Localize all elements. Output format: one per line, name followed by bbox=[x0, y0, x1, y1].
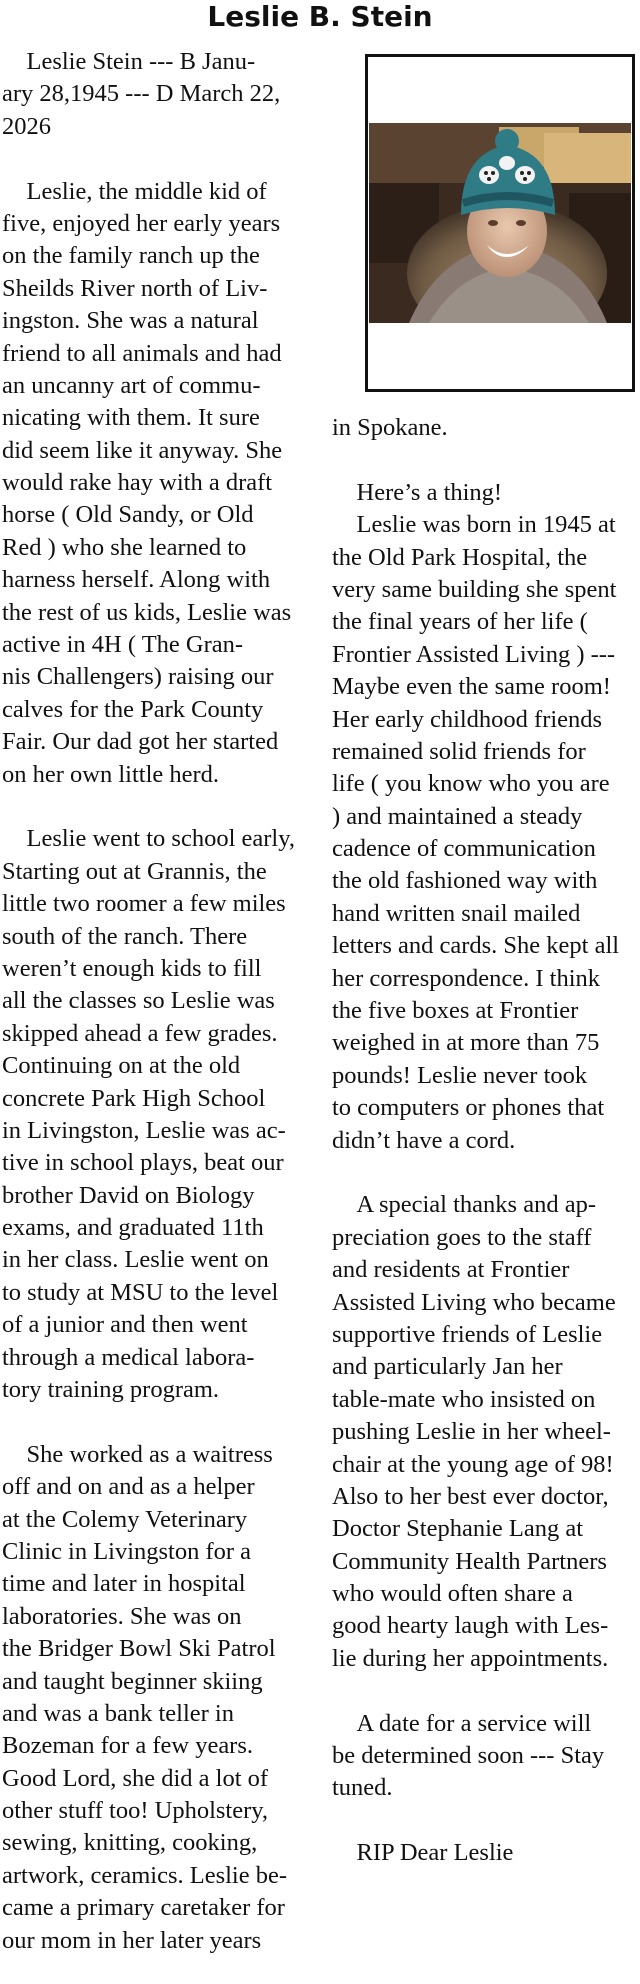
body-text-line: friend to all animals and had bbox=[2, 339, 282, 367]
body-text-line: 2026 bbox=[2, 112, 51, 140]
body-text-line: remained solid friends for bbox=[332, 737, 586, 765]
obituary-column-right bbox=[332, 412, 640, 1870]
body-text-line: Also to her best ever doctor, bbox=[332, 1482, 609, 1510]
body-text-line: the Old Park Hospital, the bbox=[332, 543, 588, 571]
body-text-line: preciation goes to the staff bbox=[332, 1223, 592, 1251]
body-text-line: the rest of us kids, Leslie was bbox=[2, 598, 292, 626]
body-text-line: Here’s a thing! bbox=[332, 478, 503, 506]
body-text-line: all the classes so Leslie was bbox=[2, 987, 275, 1015]
body-text-line: tuned. bbox=[332, 1774, 393, 1802]
body-text-line: to computers or phones that bbox=[332, 1094, 605, 1122]
paragraph-break bbox=[332, 1805, 640, 1837]
body-text-line: nis Challengers) raising our bbox=[2, 663, 274, 691]
body-text-line: concrete Park High School bbox=[2, 1084, 266, 1112]
body-text-line: letters and cards. She kept all bbox=[332, 932, 620, 960]
body-text-line: Good Lord, she did a lot of bbox=[2, 1764, 269, 1792]
body-text-line: cadence of communication bbox=[332, 835, 596, 863]
body-text-line: brother David on Biology bbox=[2, 1181, 255, 1209]
body-text-line: tory training program. bbox=[2, 1376, 220, 1404]
body-text-line: who would often share a bbox=[332, 1580, 573, 1608]
body-text-line: Bozeman for a few years. bbox=[2, 1732, 254, 1760]
body-text-line: on the family ranch up the bbox=[2, 242, 260, 270]
body-text-line: pushing Leslie in her wheel- bbox=[332, 1418, 611, 1446]
body-text-line: hand written snail mailed bbox=[332, 899, 581, 927]
body-text-line: horse ( Old Sandy, or Old bbox=[2, 501, 254, 529]
body-text-line: and residents at Frontier bbox=[332, 1256, 570, 1284]
body-text-line: Frontier Assisted Living ) --- bbox=[332, 640, 616, 668]
body-text-line: and particularly Jan her bbox=[332, 1353, 563, 1381]
paragraph-break bbox=[2, 791, 312, 823]
body-text-line: the old fashioned way with bbox=[332, 867, 598, 895]
body-text-line: of a junior and then went bbox=[2, 1311, 248, 1339]
body-text-line: did seem like it anyway. She bbox=[2, 436, 283, 464]
body-text-line: Clinic in Livingston for a bbox=[2, 1537, 252, 1565]
body-text-line: be determined soon --- Stay bbox=[332, 1742, 605, 1770]
body-text-line: life ( you know who you are bbox=[332, 770, 610, 798]
portrait-photo bbox=[369, 123, 631, 323]
body-text-line: time and later in hospital bbox=[2, 1570, 246, 1598]
paragraph-break bbox=[332, 444, 640, 476]
body-text-line: A special thanks and ap- bbox=[332, 1191, 596, 1219]
body-text-line: sewing, knitting, cooking, bbox=[2, 1829, 258, 1857]
body-text-line: nicating with them. It sure bbox=[2, 404, 260, 432]
body-text-line: Doctor Stephanie Lang at bbox=[332, 1515, 584, 1543]
body-text-line: pounds! Leslie never took bbox=[332, 1061, 588, 1089]
body-text-line: her correspondence. I think bbox=[332, 964, 601, 992]
body-text-line: good hearty laugh with Les- bbox=[332, 1612, 609, 1640]
body-text-line: weighed in at more than 75 bbox=[332, 1029, 600, 1057]
body-text-line: Maybe even the same room! bbox=[332, 673, 611, 701]
body-text-line: and taught beginner skiing bbox=[2, 1667, 263, 1695]
body-text-line: ingston. She was a natural bbox=[2, 307, 259, 335]
obituary-title: Leslie B. Stein bbox=[207, 0, 433, 33]
body-text-line: the Bridger Bowl Ski Patrol bbox=[2, 1635, 276, 1663]
body-text-line: would rake hay with a draft bbox=[2, 469, 273, 497]
body-text-line: supportive friends of Leslie bbox=[332, 1320, 603, 1348]
body-text-line: off and on and as a helper bbox=[2, 1473, 255, 1501]
body-text-line: in Spokane. bbox=[332, 414, 448, 441]
body-text-line: through a medical labora- bbox=[2, 1343, 255, 1371]
obituary-column-left bbox=[2, 46, 312, 1957]
body-text-line: five, enjoyed her early years bbox=[2, 209, 281, 237]
body-text-line: harness herself. Along with bbox=[2, 566, 271, 594]
body-text-line: in her class. Leslie went on bbox=[2, 1246, 269, 1274]
body-text-line: Leslie went to school early, bbox=[2, 825, 296, 853]
body-text-line: and was a bank teller in bbox=[2, 1699, 234, 1727]
body-text-line: Sheilds River north of Liv- bbox=[2, 274, 268, 302]
paragraph-break bbox=[2, 143, 312, 175]
paragraph-break bbox=[2, 1406, 312, 1438]
body-text-line: little two roomer a few miles bbox=[2, 890, 286, 918]
body-text-line: artwork, ceramics. Leslie be- bbox=[2, 1861, 288, 1889]
body-text-line: other stuff too! Upholstery, bbox=[2, 1797, 269, 1825]
body-text-line: on her own little herd. bbox=[2, 760, 220, 788]
body-text-line: Community Health Partners bbox=[332, 1547, 607, 1575]
paragraph-break bbox=[332, 1675, 640, 1707]
body-text-line: skipped ahead a few grades. bbox=[2, 1019, 278, 1047]
body-text-line: A date for a service will bbox=[332, 1709, 592, 1737]
body-text-line: Red ) who she learned to bbox=[2, 533, 247, 561]
body-text-line: ary 28,1945 --- D March 22, bbox=[2, 80, 281, 108]
body-text-line: our mom in her later years bbox=[2, 1926, 262, 1954]
body-text-line: an uncanny art of commu- bbox=[2, 371, 261, 399]
body-text-line: came a primary caretaker for bbox=[2, 1894, 285, 1922]
body-text-line: Leslie was born in 1945 at bbox=[332, 511, 616, 539]
body-text-line: laboratories. She was on bbox=[2, 1602, 242, 1630]
body-text-line: south of the ranch. There bbox=[2, 922, 248, 950]
body-text-line: the final years of her life ( bbox=[332, 608, 588, 636]
body-text-line: in Livingston, Leslie was ac- bbox=[2, 1116, 286, 1144]
body-text-line: Leslie Stein --- B Janu- bbox=[2, 48, 256, 75]
body-text-line: Starting out at Grannis, the bbox=[2, 857, 267, 885]
body-text-line: the five boxes at Frontier bbox=[332, 997, 579, 1025]
body-text-line: She worked as a waitress bbox=[2, 1440, 273, 1468]
body-text-line: tive in school plays, beat our bbox=[2, 1149, 284, 1177]
paragraph-break bbox=[332, 1157, 640, 1189]
body-text-line: RIP Dear Leslie bbox=[332, 1839, 514, 1867]
body-text-line: didn’t have a cord. bbox=[332, 1126, 516, 1154]
body-text-line: Leslie, the middle kid of bbox=[2, 177, 267, 205]
body-text-line: lie during her appointments. bbox=[332, 1644, 609, 1672]
body-text-line: active in 4H ( The Gran- bbox=[2, 631, 244, 659]
body-text-line: to study at MSU to the level bbox=[2, 1278, 279, 1306]
body-text-line: ) and maintained a steady bbox=[332, 802, 583, 830]
body-text-line: chair at the young age of 98! bbox=[332, 1450, 614, 1478]
body-text-line: at the Colemy Veterinary bbox=[2, 1505, 248, 1533]
body-text-line: very same building she spent bbox=[332, 575, 617, 603]
body-text-line: Assisted Living who became bbox=[332, 1288, 616, 1316]
body-text-line: exams, and graduated 11th bbox=[2, 1214, 264, 1242]
body-text-line: Her early childhood friends bbox=[332, 705, 603, 733]
body-text-line: Fair. Our dad got her started bbox=[2, 728, 279, 756]
body-text-line: Continuing on at the old bbox=[2, 1052, 241, 1080]
photo-frame bbox=[365, 54, 635, 392]
body-text-line: calves for the Park County bbox=[2, 695, 264, 723]
body-text-line: table-mate who insisted on bbox=[332, 1385, 596, 1413]
body-text-line: weren’t enough kids to fill bbox=[2, 954, 262, 982]
